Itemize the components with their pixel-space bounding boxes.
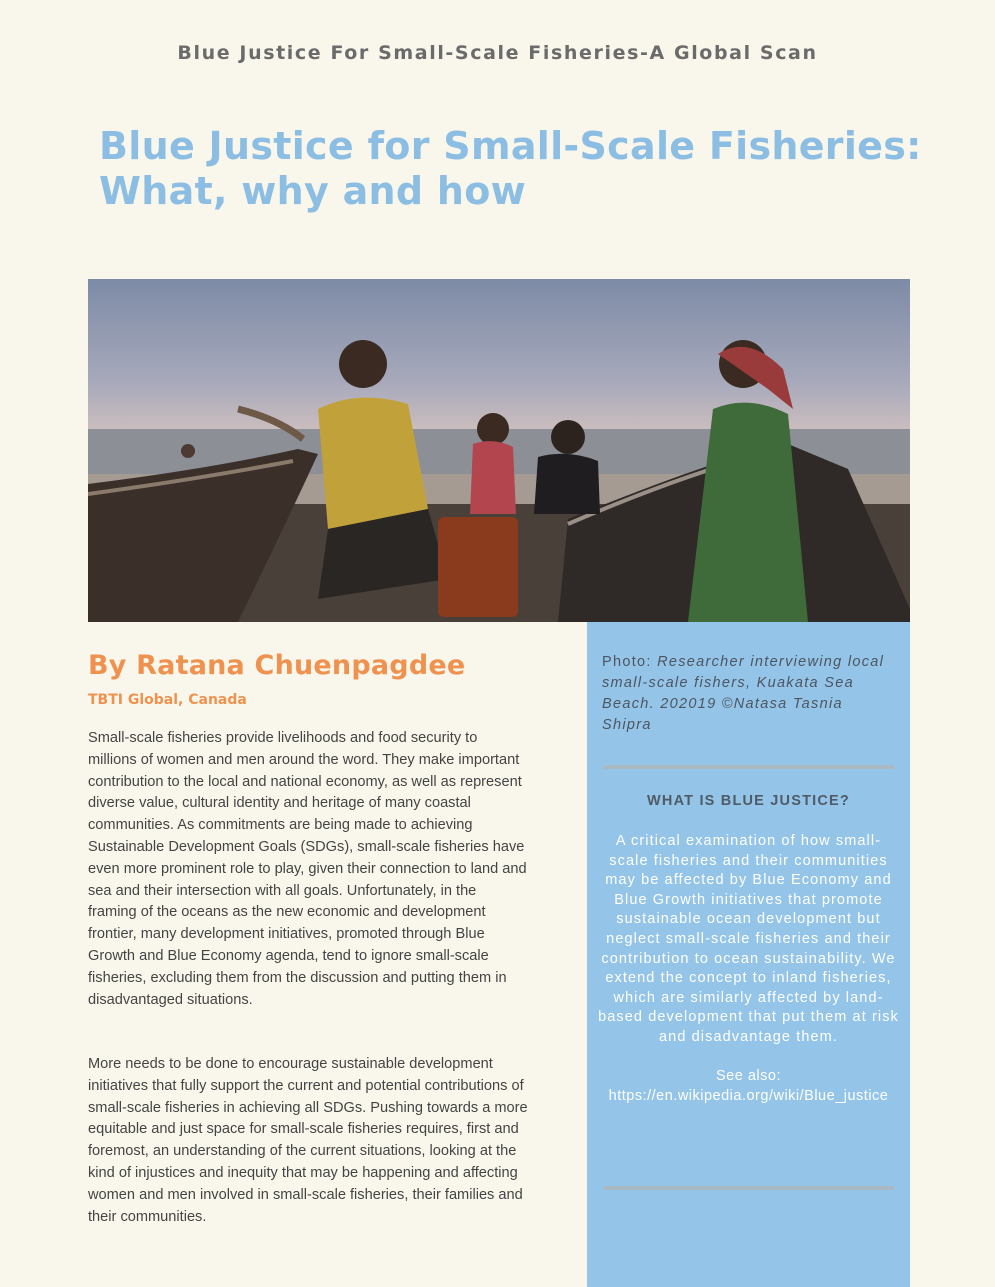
fisher-red-shirt — [470, 441, 516, 514]
researcher-head — [551, 420, 585, 454]
sidebar-heading: WHAT IS BLUE JUSTICE? — [647, 793, 850, 809]
sidebar-divider-bottom — [604, 1186, 894, 1190]
sidebar-divider-top — [604, 765, 894, 769]
see-also — [587, 1067, 910, 1106]
see-also-link[interactable]: https://en.wikipedia.org/wiki/Blue_justice — [608, 1087, 889, 1104]
body-paragraph-2: More needs to be done to encourage sustainable development initiatives that fully support the current and potential contributions of small-scale fisheries in achieving all SDGs. Pushing towards a more equitable and just space for small-scale fisheries requires, first and foremost, an understanding of the current situations, looking at the kind of injustices and inequity that may be happening and affecting women and men involved in small-scale fisheries, their families and their communities. — [88, 1056, 528, 1225]
fisher-red-head — [477, 413, 509, 445]
photo-caption-label: Photo: — [602, 654, 652, 670]
article-title-line-1: Blue Justice for Small-Scale Fisheries: — [99, 124, 922, 168]
photo-caption-text: Researcher interviewing local small-scale fishers, Kuakata Sea Beach. 202019 ©Natasa Tasnia Shipra — [602, 654, 885, 733]
fuel-container — [438, 517, 518, 617]
photo-caption — [602, 652, 897, 736]
distant-person — [181, 444, 195, 458]
photo-illustration — [88, 279, 910, 622]
see-also-label: See also: — [716, 1068, 781, 1084]
article-title-line-2: What, why and how — [99, 169, 527, 213]
blue-justice-sidebar — [587, 622, 910, 1287]
article-title — [99, 124, 959, 214]
blue-justice-definition: A critical examination of how small-scale fisheries and their communities may be affected by Blue Economy and Blue Growth initiatives that promote sustainable ocean development but neglect small-scale fisheries and their contribution to ocean sustainability. We extend the concept to inland fisheries, which are similarly affected by land-based development that put them at risk and disadvantage them. — [598, 833, 899, 1045]
fisher-yellow-head — [339, 340, 387, 388]
author-affiliation: TBTI Global, Canada — [88, 692, 247, 708]
researcher-shirt — [534, 454, 600, 514]
author-name: By Ratana Chuenpagdee — [88, 650, 466, 681]
fisher-yellow-shirt — [318, 398, 428, 529]
body-paragraph-1: Small-scale fisheries provide livelihoods and food security to millions of women and men around the word. They make important contribution to the local and national economy, as well as represent diverse value, cultural identity and heritage of many coastal communities. As commitments are being made to achieving Sustainable Development Goals (SDGs), small-scale fisheries have even more prominent role to play, given their connection to land and sea and their intersection with all goals. Unfortunately, in the framing of the oceans as the new economic and development frontier, many development initiatives, promoted through Blue Growth and Blue Economy agenda, tend to ignore small-scale fisheries, excluding them from the discussion and putting them in disadvantaged situations. — [88, 730, 527, 1008]
beach-fishers-photo — [88, 279, 910, 622]
running-header: Blue Justice For Small-Scale Fisheries-A Global Scan — [177, 42, 818, 64]
